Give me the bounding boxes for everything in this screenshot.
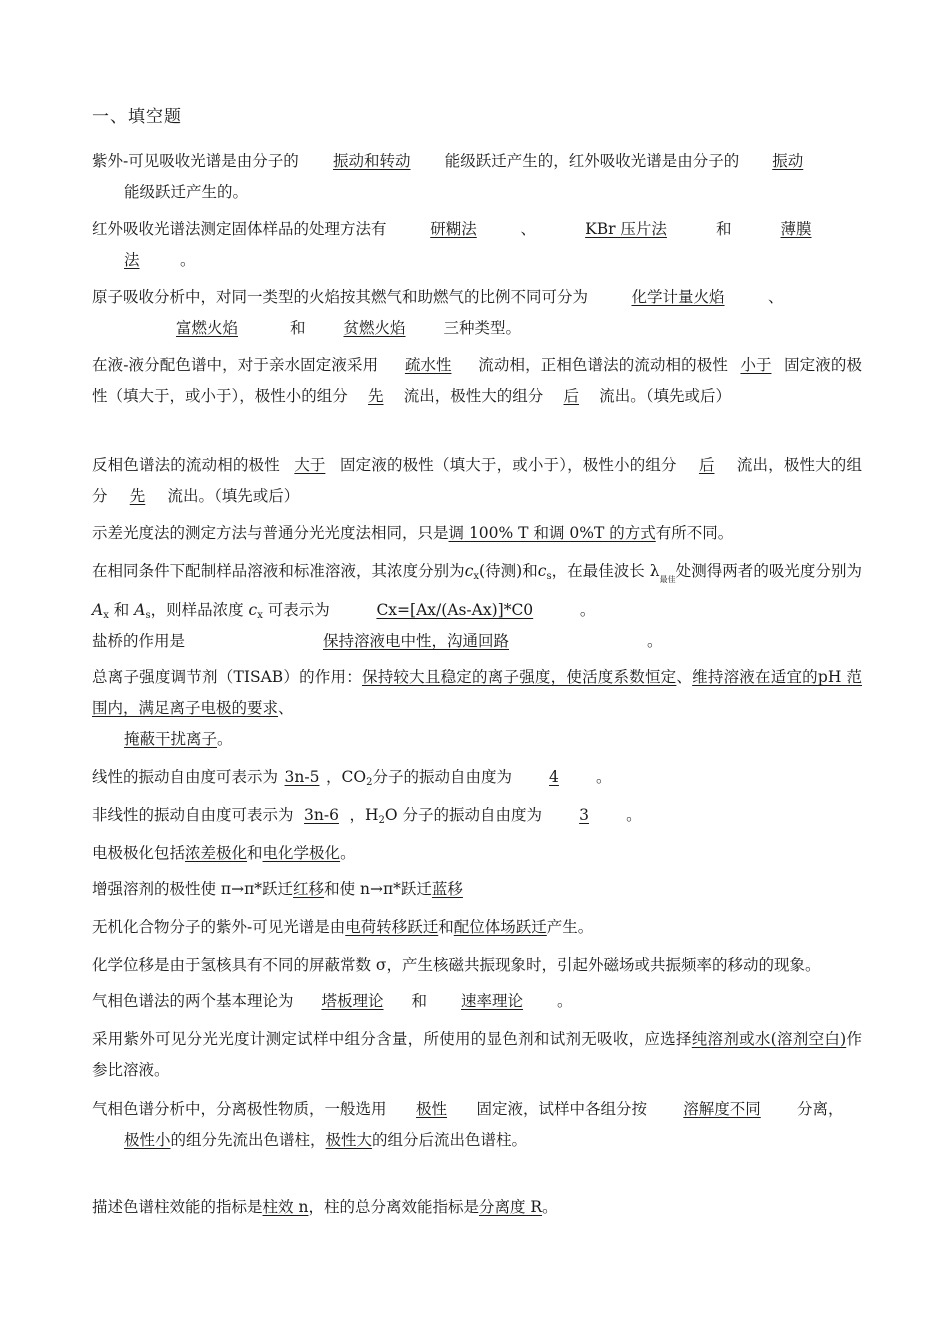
answer-text: 保持较大且稳定的离子强度，使活度系数恒定 (361, 668, 677, 686)
question-7: 在相同条件下配制样品溶液和标准溶液，其浓度分别为$c_x$(待测)和$c_s$，在最佳波长 $\lambda_{最佳}$处测得两者的吸光度分别为$A_x$ 和 $A_s$，则样品浓度 $c_x$ 可表示为 Cx=[Ax/(As-Ax)]*C0 。 (92, 556, 862, 626)
question-4: 在液-液分配色谱中，对于亲水固定液采用 疏水性 流动相，正相色谱法的流动相的极性 小于 固定液的极性（填大于，或小于），极性小的组分 先 流出，极性大的组分 后 流出。（填先或后） (92, 350, 862, 412)
answer-blank: 化学计量火焰 (631, 288, 725, 306)
answer-blank: 疏水性 (404, 356, 452, 374)
question-6: 示差光度法的测定方法与普通分光光度法相同，只是调 100% T 和调 0%T 的方式有所不同。 (92, 524, 734, 542)
answer-text: 纯溶剂或水(溶剂空白) (691, 1030, 847, 1048)
answer-text: 分离度 R (478, 1198, 543, 1216)
answer-blank: 塔板理论 (321, 992, 384, 1010)
answer-text: 红移 (293, 880, 325, 898)
answer-blank: 4 (549, 768, 559, 786)
section-heading: 一、填空题 (92, 107, 182, 127)
answer-text: 电荷转移跃迁 (345, 918, 439, 936)
answer-blank: 振动 (772, 152, 804, 170)
question-9: 总离子强度调节剂（TISAB）的作用：保持较大且稳定的离子强度，使活度系数恒定、维持溶液在适宜的pH 范围内，满足离子电极的要求、 掩蔽干扰离子。 (92, 668, 862, 748)
question-16: 气相色谱法的两个基本理论为 塔板理论 和 速率理论 。 (92, 986, 862, 1017)
question-2: 红外吸收光谱法测定固体样品的处理方法有 研糊法 、 KBr 压片法 和 薄膜 法 。 (92, 214, 862, 276)
answer-blank: 保持溶液电中性，沟通回路 (323, 632, 510, 650)
answer-text: 维持溶液在适宜的pH 范围内，满足离子电极的要求 (92, 668, 862, 717)
question-15: 化学位移是由于氢核具有不同的屏蔽常数 σ，产生核磁共振现象时，引起外磁场或共振频率的移动的现象。 (92, 956, 821, 974)
answer-blank: 3n-6 (304, 806, 339, 824)
answer-blank: 后 (698, 456, 715, 474)
answer-blank: 富燃火焰 (175, 319, 238, 337)
answer-blank: 速率理论 (461, 992, 524, 1010)
question-18: 气相色谱分析中，分离极性物质，一般选用 极性 固定液，试样中各组分按 溶解度不同 分离， 极性小的组分先流出色谱柱，极性大的组分后流出色谱柱。 (92, 1094, 862, 1156)
answer-formula: Cx=[Ax/(As-Ax)]*C0 (376, 601, 534, 619)
answer-blank: 法 (124, 251, 140, 269)
answer-blank: 贫燃火焰 (343, 319, 406, 337)
answer-blank: 溶解度不同 (683, 1100, 761, 1118)
question-19: 描述色谱柱效能的指标是柱效 n，柱的总分离效能指标是分离度 R。 (92, 1198, 558, 1216)
answer-blank: 振动和转动 (332, 152, 411, 170)
answer-text: 配位体场跃迁 (453, 918, 547, 936)
question-11: 非线性的振动自由度可表示为 3n-6 ，$H_2O$ 分子的振动自由度为 3 。 (92, 800, 862, 831)
question-12: 电极极化包括浓差极化和电化学极化。 (92, 844, 356, 862)
answer-blank: 先 (368, 387, 384, 405)
question-1: 紫外-可见吸收光谱是由分子的 振动和转动 能级跃迁产生的，红外吸收光谱是由分子的 振动 能级跃迁产生的。 (92, 146, 862, 208)
answer-blank: 研糊法 (430, 220, 477, 238)
question-14: 无机化合物分子的紫外-可见光谱是由电荷转移跃迁和配位体场跃迁产生。 (92, 918, 594, 936)
question-13: 增强溶剂的极性使 π→π*跃迁红移和使 n→π*跃迁蓝移 (92, 880, 463, 898)
answer-blank: 大于 (294, 456, 326, 474)
answer-text: 调 100% T 和调 0%T 的方式 (448, 524, 656, 542)
answer-text: 蓝移 (431, 880, 463, 898)
answer-text: 浓差极化 (185, 844, 248, 862)
question-5: 反相色谱法的流动相的极性 大于 固定液的极性（填大于，或小于），极性小的组分 后 流出，极性大的组分 先 流出。（填先或后） (92, 450, 862, 512)
answer-blank: 后 (563, 387, 580, 405)
answer-blank: 极性 (416, 1100, 448, 1118)
question-17: 采用紫外可见分光光度计测定试样中组分含量，所使用的显色剂和试剂无吸收，应选择纯溶剂或水(溶剂空白)作参比溶液。 (92, 1030, 862, 1079)
answer-text: 极性小 (124, 1131, 171, 1149)
answer-text: 电化学极化 (262, 844, 341, 862)
answer-blank: KBr 压片法 (585, 220, 667, 238)
question-10: 线性的振动自由度可表示为 3n-5 ，$CO_2$分子的振动自由度为 4 。 (92, 762, 862, 793)
answer-text: 柱效 n (262, 1198, 309, 1216)
answer-blank: 薄膜 (780, 220, 812, 238)
answer-blank: 3 (579, 806, 589, 824)
answer-text: 掩蔽干扰离子 (124, 730, 218, 748)
question-8: 盐桥的作用是 保持溶液电中性，沟通回路 。 (92, 626, 862, 657)
answer-text: 极性大 (325, 1131, 373, 1149)
answer-blank: 小于 (740, 356, 772, 374)
answer-blank: 3n-5 (284, 768, 320, 786)
question-3: 原子吸收分析中，对同一类型的火焰按其燃气和助燃气的比例不同可分为 化学计量火焰 、 富燃火焰 和 贫燃火焰 三种类型。 (92, 282, 862, 344)
answer-blank: 先 (129, 487, 146, 505)
